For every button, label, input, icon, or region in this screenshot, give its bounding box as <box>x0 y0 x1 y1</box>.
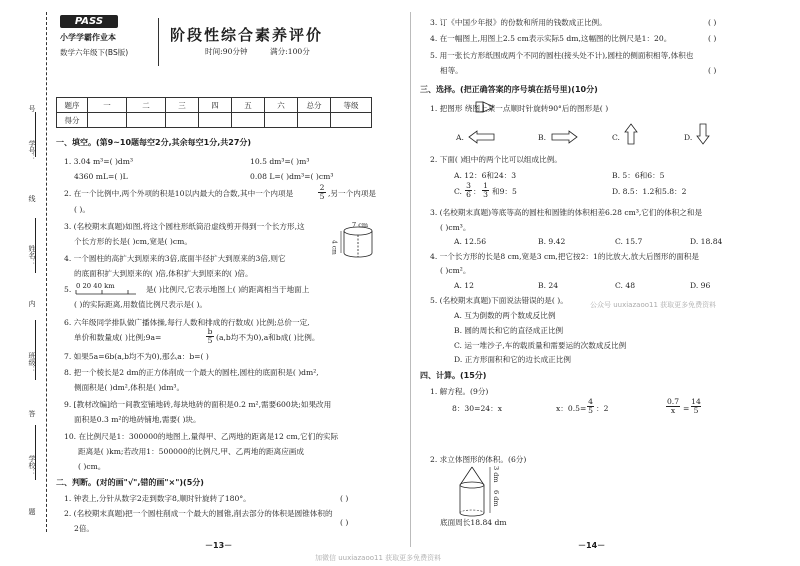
q9-text: 9. [教材改编]给一间教室铺地砖,每块地砖的面积是0.2 m²,需要600块;如果改用 <box>64 400 332 409</box>
j1-answer[interactable]: ( ) <box>340 494 349 503</box>
q10-text: 10. 在比例尺是1：300000的地图上,量得甲、乙两地的距离是12 cm,它们的实际 <box>64 432 339 441</box>
q1c: 4360 mL=( )L <box>74 172 128 181</box>
c2-option-c-prefix[interactable]: C. <box>454 187 462 196</box>
c4-text: 4. 一个长方形的长是8 cm,宽是3 cm,把它按2：1的比放大,放大后图形的面积是 <box>430 252 699 261</box>
c2-option-b[interactable]: B. 5：6和6：5 <box>612 171 665 180</box>
margin-fill-line <box>35 425 36 480</box>
c3-option-b[interactable]: B. 9.42 <box>538 237 566 246</box>
fraction-denominator: 3 <box>483 189 488 199</box>
margin-label: 内 <box>28 300 36 307</box>
c4-option-c[interactable]: C. 48 <box>615 281 636 290</box>
rotation-figure <box>474 99 498 115</box>
exam-time: 时间:90分钟 <box>205 47 248 56</box>
c5-text: 5. (名校期末真题)下面说法错误的是( )。 <box>430 296 568 305</box>
score-header: 五 <box>232 98 265 113</box>
j2-text: 2. (名校期末真题)把一个圆柱削成一个最大的圆锥,削去部分的体积是圆锥体积的 <box>64 509 333 518</box>
q1d: 0.08 L=( )dm³=( )cm³ <box>250 172 334 181</box>
c5-option-d[interactable]: D. 正方形面积和它的边长成正比例 <box>454 355 571 364</box>
grade-label: 数学六年级下(BS版) <box>60 48 129 57</box>
q9-text2: 面积是0.3 m²的地砖铺地,需要( )块。 <box>74 415 201 424</box>
q10-text3: ( )cm。 <box>78 462 106 471</box>
margin-fill-line <box>35 218 36 273</box>
j4-text: 4. 在一幅图上,用图上2.5 cm表示实际5 dm,这幅图的比例尺是1：20。 <box>430 34 672 43</box>
c4-option-b[interactable]: B. 24 <box>538 281 559 290</box>
j3-answer[interactable]: ( ) <box>708 18 717 27</box>
q5-text2: ( )的实际距离,用数值比例尺表示是( )。 <box>74 300 207 309</box>
equation-1: 8：30=24：x <box>452 404 502 413</box>
s1-text: 1. 解方程。(9分) <box>430 387 489 396</box>
c3-option-c[interactable]: C. 15.7 <box>615 237 643 246</box>
q7-text: 7. 如果5a=6b(a,b均不为0),那么a：b=( ) <box>64 352 209 361</box>
q5-num: 5. <box>64 285 72 294</box>
q6-fraction <box>206 328 214 344</box>
watermark-text: 加微信 uuxiazaoo11 获取更多免费资料 <box>315 554 442 562</box>
margin-label-student-id: 学号： <box>28 140 36 161</box>
q10-text2: 距离是( )km;若改用1：500000的比例尺,甲、乙两地的距离应画成 <box>78 447 304 456</box>
q8-text: 8. 把一个棱长是2 dm的正方体削成一个最大的圆柱,圆柱的底面积是( )dm², <box>64 368 319 377</box>
option-b-arrow-right-icon <box>549 130 579 144</box>
pass-logo: PASS <box>60 15 118 28</box>
equation-2-suffix: ：2 <box>596 404 609 413</box>
j2-text2: 2倍。 <box>74 524 95 533</box>
c2c-fraction-1 <box>465 182 472 198</box>
q2-fraction <box>318 184 326 200</box>
c1-text: 1. 把图形 绕图上某一点顺时针旋转90°后的图形是( ) <box>430 104 609 113</box>
option-a-arrow-left-icon <box>467 130 497 144</box>
score-cell[interactable] <box>127 113 166 128</box>
q6-text3: (a,b均不为0),a和b成( )比例。 <box>216 333 320 342</box>
fig-height-cone: 3 dm <box>492 466 501 483</box>
score-header: 等级 <box>331 98 372 113</box>
c3-text2: ( )cm³。 <box>440 223 471 232</box>
section-judge: 二、判断。(对的画"√",错的画"×")(5分) <box>56 478 204 487</box>
q3-text2: 个长方形的长是( )cm,宽是( )cm。 <box>74 237 192 246</box>
score-header: 四 <box>199 98 232 113</box>
score-cell[interactable] <box>298 113 331 128</box>
fraction-numerator: 14 <box>691 397 701 406</box>
q2-part1: 2. 在一个比例中,两个外项的积是10以内最大的合数,其中一个内项是 <box>64 189 294 198</box>
c5-option-b[interactable]: B. 圆的周长和它的直径成正比例 <box>454 326 564 335</box>
c1-option-c[interactable]: C. <box>612 133 620 142</box>
q3-fig-height: 4 cm <box>330 240 338 255</box>
c2-option-c-suffix: 和9：5 <box>492 187 517 196</box>
q2-part2: ,另一个内项是 <box>328 189 376 198</box>
c3-option-a[interactable]: A. 12.56 <box>454 237 487 246</box>
j5-text2: 相等。 <box>440 66 463 75</box>
fraction-numerator: 0.7 <box>666 397 680 406</box>
c2-option-a[interactable]: A. 12：6和24：3 <box>454 171 517 180</box>
eq2-fraction <box>587 398 594 414</box>
score-cell[interactable] <box>331 113 372 128</box>
section-fill-blank: 一、填空。(第9~10题每空2分,其余每空1分,共27分) <box>56 138 252 147</box>
score-cell[interactable] <box>166 113 199 128</box>
j4-answer[interactable]: ( ) <box>708 34 717 43</box>
page-divider <box>410 12 411 547</box>
c4-option-a[interactable]: A. 12 <box>454 281 474 290</box>
fraction-denominator: 5 <box>207 335 213 345</box>
watermark-text: 公众号 uuxiazaoo11 获取更多免费资料 <box>590 301 717 309</box>
score-row-label: 得分 <box>57 113 88 128</box>
fig-height-cylinder: 6 dm <box>492 490 501 507</box>
q8-text2: 侧面积是( )dm²,体积是( )dm³。 <box>74 383 185 392</box>
fraction-numerator: b <box>207 327 213 336</box>
fraction-denominator: 6 <box>466 189 471 199</box>
c4-text2: ( )cm²。 <box>440 266 471 275</box>
equation-3-equals: = <box>683 404 690 413</box>
section-choice: 三、选择。(把正确答案的序号填在括号里)(10分) <box>420 85 598 94</box>
eq3-fraction-1 <box>666 398 680 414</box>
c1-option-a[interactable]: A. <box>456 133 464 142</box>
fraction-numerator: 2 <box>319 183 325 192</box>
margin-fill-line <box>35 112 36 157</box>
score-table <box>56 97 372 128</box>
equation-2-prefix: x：0.5= <box>556 404 587 413</box>
score-cell[interactable] <box>199 113 232 128</box>
page-number-right: －14－ <box>578 541 606 550</box>
c2-option-c-ratio: ： <box>473 187 481 196</box>
q4-text2: 的底面积扩大到原来的( )倍,体积扩大到原来的( )倍。 <box>74 269 253 278</box>
c1-option-d[interactable]: D. <box>684 133 693 142</box>
score-cell[interactable] <box>232 113 265 128</box>
j3-text: 3. 订《中国少年报》的份数和所用的钱数成正比例。 <box>430 18 607 27</box>
score-header: 二 <box>127 98 166 113</box>
margin-label-school: 学校： <box>28 455 36 476</box>
page-title: 阶段性综合素养评价 <box>170 26 324 44</box>
fig-base-circumference: 底面周长18.84 dm <box>440 518 507 527</box>
score-header: 三 <box>166 98 199 113</box>
q4-text: 4. 一个圆柱的高扩大到原来的3倍,底面半径扩大到原来的3倍,则它 <box>64 254 286 263</box>
c4-option-d[interactable]: D. 96 <box>690 281 711 290</box>
c1-option-b[interactable]: B. <box>538 133 546 142</box>
c5-option-a[interactable]: A. 互为倒数的两个数成反比例 <box>454 311 556 320</box>
q3-text: 3. (名校期末真题)如图,将这个圆柱形纸筒沿虚线剪开得到一个长方形,这 <box>64 222 305 231</box>
margin-label: 号 <box>28 105 36 112</box>
margin-label-class: 班级： <box>28 352 36 373</box>
fraction-numerator: 3 <box>466 181 471 190</box>
score-header: 一 <box>88 98 127 113</box>
fraction-denominator: 5 <box>319 191 325 201</box>
option-d-arrow-down-icon <box>696 122 710 146</box>
margin-fill-line <box>35 320 36 380</box>
margin-label: 答 <box>28 410 36 417</box>
margin-label-name: 姓名： <box>28 245 36 266</box>
s2-text: 2. 求立体图形的体积。(6分) <box>430 455 527 464</box>
q3-fig-width: 7 cm <box>352 221 369 229</box>
score-header: 六 <box>265 98 298 113</box>
option-c-arrow-up-icon <box>624 122 638 146</box>
margin-label: 线 <box>28 195 36 202</box>
c2-option-d[interactable]: D. 8.5：1.2和5.8：2 <box>612 187 687 196</box>
page-number-left: －13－ <box>205 541 233 550</box>
fraction-denominator: x <box>670 405 676 415</box>
c2-text: 2. 下面( )组中的两个比可以组成比例。 <box>430 155 562 164</box>
fraction-denominator: 5 <box>693 405 699 415</box>
j5-answer[interactable]: ( ) <box>708 66 717 75</box>
margin-label: 题 <box>28 508 36 515</box>
q1a: 1. 3.04 m³=( )dm³ <box>64 157 134 166</box>
c5-option-c[interactable]: C. 运一堆沙子,车的载质量和需要运的次数成反比例 <box>454 341 627 350</box>
j1-text: 1. 钟表上,分针从数字2走到数字8,顺时针旋转了180°。 <box>64 494 251 503</box>
header-divider <box>158 18 159 66</box>
score-cell[interactable] <box>265 113 298 128</box>
q5-text: 是( )比例尺,它表示地图上( )的距离相当于地面上 <box>146 285 310 294</box>
c3-text: 3. (名校期末真题)等底等高的圆柱和圆锥的体积相差6.28 cm³,它们的体积之和是 <box>430 208 703 217</box>
q2-part3: ( )。 <box>74 205 90 214</box>
score-header: 总分 <box>298 98 331 113</box>
fraction-denominator: 5 <box>588 405 593 415</box>
fraction-numerator: 4 <box>588 397 593 406</box>
score-header: 题序 <box>57 98 88 113</box>
q6-text2: 单价和数量成( )比例;9a= <box>74 333 162 342</box>
q6-text: 6. 六年级同学排队做广播体操,每行人数和排成的行数成( )比例;总价一定, <box>64 318 310 327</box>
fraction-numerator: 1 <box>483 181 488 190</box>
c3-option-d[interactable]: D. 18.84 <box>690 237 723 246</box>
section-calculation: 四、计算。(15分) <box>420 371 487 380</box>
q1b: 10.5 dm³=( )m³ <box>250 157 310 166</box>
cone-cylinder-figure <box>452 465 512 521</box>
j5-text: 5. 用一张长方形纸围成两个不同的圆柱(接头处不计),圆柱的侧面积相等,体积也 <box>430 51 694 60</box>
binding-dashed-line <box>46 12 47 532</box>
scale-bar-label: 0 20 40 km <box>76 282 115 290</box>
score-cell[interactable] <box>88 113 127 128</box>
j2-answer[interactable]: ( ) <box>340 518 349 527</box>
series-name: 小学学霸作业本 <box>60 33 116 42</box>
eq3-fraction-2 <box>691 398 701 414</box>
exam-score: 满分:100分 <box>270 47 310 56</box>
c2c-fraction-2 <box>482 182 489 198</box>
